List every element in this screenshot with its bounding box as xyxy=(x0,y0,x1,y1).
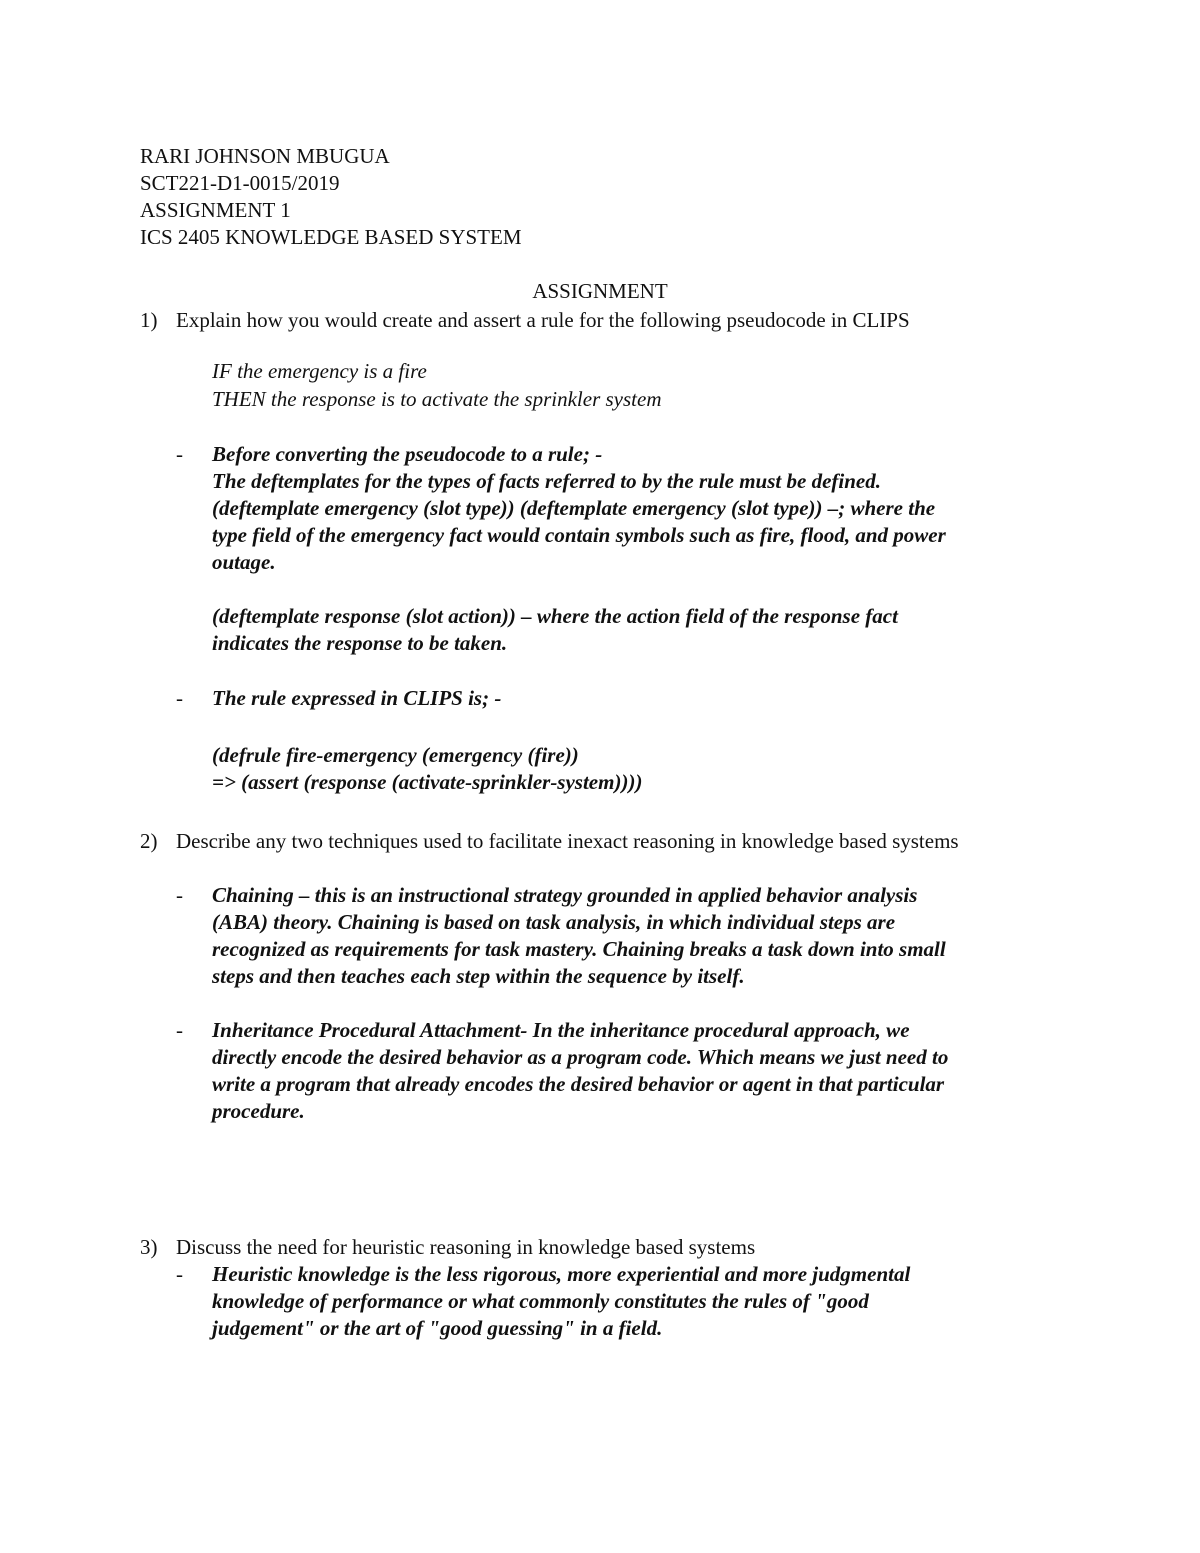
answer-line: judgement" or the art of "good guessing" in a field. xyxy=(212,1316,663,1340)
clips-code-line: (defrule fire-emergency (emergency (fire)) xyxy=(212,743,579,767)
document-title: ASSIGNMENT xyxy=(532,279,668,303)
assignment-label: ASSIGNMENT 1 xyxy=(140,198,291,222)
answer-line: steps and then teaches each step within the sequence by itself. xyxy=(212,964,745,988)
answer-line: outage. xyxy=(212,550,276,574)
answer-line: type field of the emergency fact would contain symbols such as fire, flood, and power xyxy=(212,523,946,547)
bullet-dash: - xyxy=(176,442,183,466)
answer-line: directly encode the desired behavior as a program code. Which means we just need to xyxy=(212,1045,949,1069)
bullet-dash: - xyxy=(176,686,183,710)
answer-line: Inheritance Procedural Attachment- In the inheritance procedural approach, we xyxy=(212,1018,910,1042)
answer-line: write a program that already encodes the desired behavior or agent in that particular xyxy=(212,1072,945,1096)
question-3-number: 3) xyxy=(140,1235,158,1259)
question-1-text: Explain how you would create and assert a rule for the following pseudocode in CLIPS xyxy=(176,308,910,332)
question-3-text: Discuss the need for heuristic reasoning in knowledge based systems xyxy=(176,1235,756,1259)
answer-line: (deftemplate emergency (slot type)) (deftemplate emergency (slot type)) –; where the xyxy=(212,496,936,520)
bullet-dash: - xyxy=(176,1262,183,1286)
answer-line: indicates the response to be taken. xyxy=(212,631,508,655)
answer-line: recognized as requirements for task mastery. Chaining breaks a task down into small xyxy=(212,937,946,961)
bullet-dash: - xyxy=(176,883,183,907)
answer-line: (ABA) theory. Chaining is based on task analysis, in which individual steps are xyxy=(212,910,896,934)
answer-line: Before converting the pseudocode to a rule; - xyxy=(212,442,603,466)
answer-line: The deftemplates for the types of facts referred to by the rule must be defined. xyxy=(212,469,881,493)
question-1-number: 1) xyxy=(140,308,158,332)
registration-number: SCT221-D1-0015/2019 xyxy=(140,171,340,195)
answer-line: The rule expressed in CLIPS is; - xyxy=(212,686,502,710)
student-name: RARI JOHNSON MBUGUA xyxy=(140,144,390,168)
clips-code-line: => (assert (response (activate-sprinkler-system)))) xyxy=(212,770,643,794)
question-2-text: Describe any two techniques used to facilitate inexact reasoning in knowledge based systems xyxy=(176,829,959,853)
answer-line: knowledge of performance or what commonly constitutes the rules of "good xyxy=(212,1289,869,1313)
answer-line: Chaining – this is an instructional strategy grounded in applied behavior analysis xyxy=(212,883,918,907)
answer-line: procedure. xyxy=(212,1099,305,1123)
bullet-dash: - xyxy=(176,1018,183,1042)
pseudocode-if: IF the emergency is a fire xyxy=(212,359,427,383)
answer-line: Heuristic knowledge is the less rigorous, more experiential and more judgmental xyxy=(212,1262,911,1286)
answer-line: (deftemplate response (slot action)) – where the action field of the response fact xyxy=(212,604,898,628)
pseudocode-then: THEN the response is to activate the sprinkler system xyxy=(212,387,662,411)
course-title: ICS 2405 KNOWLEDGE BASED SYSTEM xyxy=(140,225,522,249)
question-2-number: 2) xyxy=(140,829,158,853)
